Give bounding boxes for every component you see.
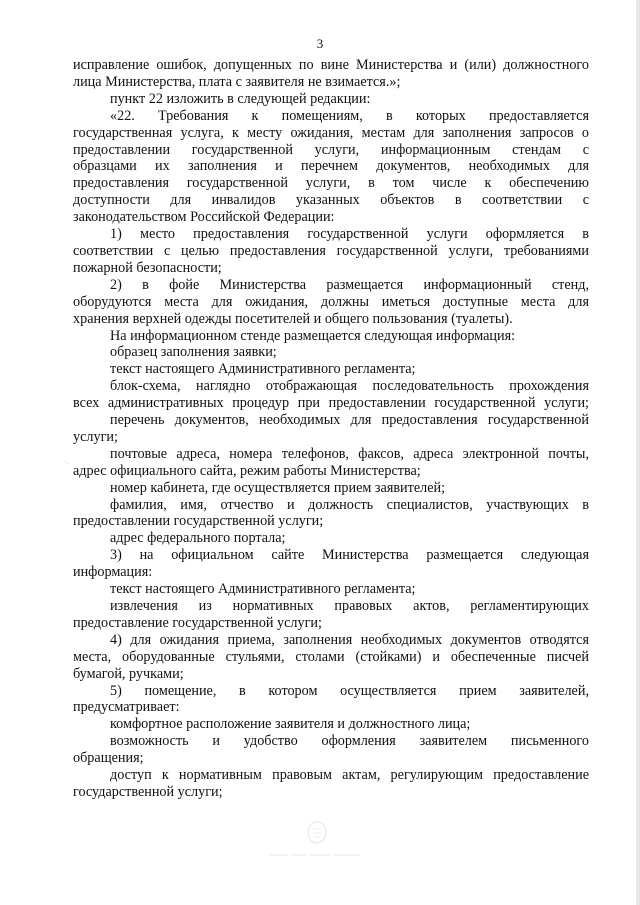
text-line: места, оборудованные стульями, столами (стойками) и обеспеченные писчей — [73, 648, 589, 665]
text-line: «22. Требования к помещениям, в которых предоставляется — [110, 107, 589, 124]
text-line: 5) помещение, в котором осуществляется прием заявителей, — [110, 682, 589, 699]
text-line: адрес официального сайта, режим работы Министерства; — [73, 462, 421, 479]
text-line: образец заполнения заявки; — [110, 344, 277, 361]
scan-speck — [65, 461, 68, 465]
text-line: адрес федерального портала; — [110, 530, 286, 547]
text-line: возможность и удобство оформления заявителем письменного — [110, 733, 589, 750]
text-line: оборудуются места для ожидания, должны иметься доступные места для — [73, 293, 589, 310]
text-line: почтовые адреса, номера телефонов, факсов, адреса электронной почты, — [110, 445, 589, 462]
text-line: исправление ошибок, допущенных по вине Министерства и (или) должностного — [73, 57, 589, 73]
text-line: образцами их заполнения и перечнем документов, необходимых для — [73, 158, 589, 175]
text-line: извлечения из нормативных правовых актов, регламентирующих — [110, 598, 589, 614]
text-line: текст настоящего Административного регламента; — [110, 581, 416, 598]
text-line: всех административных процедур при предоставлении государственной услуги; — [73, 395, 589, 412]
text-line: государственная услуга, к месту ожидания, местам для заполнения запросов о — [73, 124, 589, 141]
text-line: фамилия, имя, отчество и должность специалистов, участвующих в — [110, 496, 589, 513]
text-line: пункт 22 изложить в следующей редакции: — [110, 90, 371, 107]
text-line: государственной услуги; — [73, 783, 223, 800]
text-line: предусматривает: — [73, 699, 180, 716]
text-line: бумагой, ручками; — [73, 665, 184, 682]
text-line: предоставлении государственной услуги; — [73, 513, 324, 530]
page-edge — [636, 0, 640, 905]
text-line: законодательством Российской Федерации: — [73, 209, 335, 226]
text-line: блок-схема, наглядно отображающая последовательность прохождения — [110, 378, 589, 395]
text-line: предоставления государственной услуги, в том числе к обеспечению — [73, 175, 589, 192]
text-line: услуги; — [73, 428, 118, 445]
faint-watermark — [270, 852, 360, 858]
text-line: соответствии с целью предоставления государственной услуги, требованиями — [73, 242, 589, 259]
text-line: На информационном стенде размещается следующая информация: — [110, 327, 516, 344]
text-line: информация: — [73, 564, 153, 581]
text-line: комфортное расположение заявителя и должностного лица; — [110, 716, 471, 733]
text-line: 4) для ожидания приема, заполнения необходимых документов отводятся — [110, 631, 589, 648]
text-line: обращения; — [73, 750, 144, 767]
text-line: номер кабинета, где осуществляется прием заявителей; — [110, 479, 446, 496]
text-line: 2) в фойе Министерства размещается информационный стенд, — [110, 276, 589, 293]
text-line: доступ к нормативным правовым актам, регулирующим предоставление — [110, 767, 589, 784]
text-line: текст настоящего Административного регламента; — [110, 361, 416, 378]
text-line: 3) на официальном сайте Министерства размещается следующая — [110, 547, 589, 564]
text-line: перечень документов, необходимых для предоставления государственной — [110, 412, 589, 429]
text-line: пожарной безопасности; — [73, 259, 222, 276]
text-line: предоставление государственной услуги; — [73, 614, 322, 631]
page-number: 3 — [316, 36, 324, 51]
faint-seal-mark — [305, 820, 329, 846]
text-line: предоставлении государственной услуги, информационным стендам с — [73, 141, 589, 158]
document-body — [73, 57, 589, 801]
text-line: доступности для инвалидов указанных объектов в соответствии с — [73, 192, 589, 209]
text-line: хранения верхней одежды посетителей и общего пользования (туалеты). — [73, 310, 513, 327]
text-line: лица Министерства, плата с заявителя не взимается.»; — [73, 73, 401, 90]
text-line: 1) место предоставления государственной услуги оформляется в — [110, 226, 589, 243]
